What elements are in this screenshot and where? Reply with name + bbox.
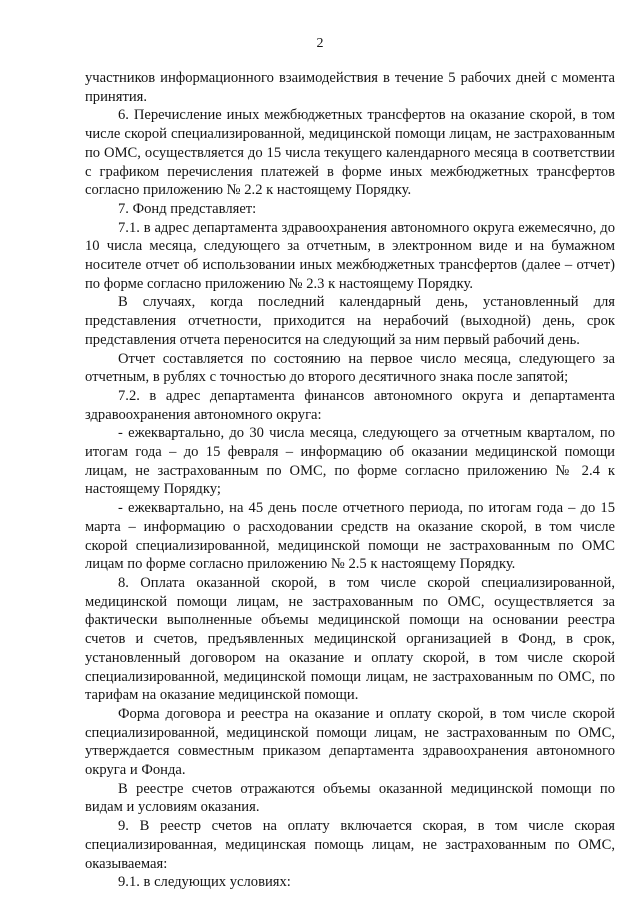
document-body bbox=[85, 69, 615, 892]
list-item-quarterly-report-1: - ежеквартально, до 30 числа месяца, следующего за отчетным кварталом, по итогам года – до 15 февраля – информацию об оказании медицинской помощи лицам, не застрахованным по ОМС, по форме согласно приложению № 2.4 к настоящему Порядку; bbox=[85, 425, 615, 498]
paragraph-report-basis: Отчет составляется по состоянию на первое число месяца, следующего за отчетным, в рублях с точностью до второго десятичного знака после запятой; bbox=[85, 350, 615, 386]
paragraph-item-6: 6. Перечисление иных межбюджетных трансфертов на оказание скорой, в том числе скорой специализированной, медицинской помощи лицам, не застрахованным по ОМС, осуществляется до 15 числа текущего календарного месяца в соответствии с графиком перечисления платежей в форме иных межбюджетных трансфертов согласно приложению № 2.2 к настоящему Порядку. bbox=[85, 107, 615, 199]
list-item-quarterly-report-2: - ежеквартально, на 45 день после отчетного периода, по итогам года – до 15 марта – информацию о расходовании средств на оказание скорой, в том числе скорой специализированной, медицинской помощи не застрахованным по ОМС лицам по форме согласно приложению № 2.5 к настоящему Порядку. bbox=[85, 500, 615, 573]
paragraph-continuation: участников информационного взаимодействия в течение 5 рабочих дней с момента принятия. bbox=[85, 70, 615, 105]
paragraph-item-7-1: 7.1. в адрес департамента здравоохранения автономного округа ежемесячно, до 10 числа месяца, следующего за отчетным, в электронном виде и на бумажном носителе отчет об использовании иных межбюджетных трансфертов (далее – отчет) по форме согласно приложению № 2.3 к настоящему Порядку. bbox=[85, 219, 615, 292]
paragraph-registry-volumes: В реестре счетов отражаются объемы оказанной медицинской помощи по видам и условиям оказания. bbox=[85, 780, 615, 816]
page-number: 2 bbox=[316, 36, 324, 51]
paragraph-item-8: 8. Оплата оказанной скорой, в том числе скорой специализированной, медицинской помощи лицам, не застрахованным по ОМС, осуществляется за фактически выполненные объемы медицинской помощи на основании реестра счетов и счетов, предъявленных медицинской организацией в Фонд, в срок, установленный договором на оказание и оплату скорой, в том числе скорой специализированной, медицинской помощи лицам, не застрахованным по ОМС, по тарифам на оказание медицинской помощи. bbox=[85, 574, 615, 704]
paragraph-item-9: 9. В реестр счетов на оплату включается скорая, в том числе скорая специализированная, медицинская помощь лицам, не застрахованным по ОМС, оказываемая: bbox=[85, 818, 615, 872]
paragraph-contract-form: Форма договора и реестра на оказание и оплату скорой, в том числе скорой специализированной, медицинской помощи лицам, не застрахованным по ОМС, утверждается совместным приказом департамента здравоохранения автономного округа и Фонда. bbox=[85, 705, 615, 779]
paragraph-item-7-2: 7.2. в адрес департамента финансов автономного округа и департамента здравоохранения автономного округа: bbox=[85, 387, 615, 423]
paragraph-deadline-shift: В случаях, когда последний календарный день, установленный для представления отчетности, приходится на нерабочий (выходной) день, срок представления отчета переносится на следующий за ним первый рабочий день. bbox=[85, 294, 615, 348]
paragraph-item-9-1: 9.1. в следующих условиях: bbox=[118, 874, 291, 891]
paragraph-item-7: 7. Фонд представляет: bbox=[118, 200, 257, 217]
